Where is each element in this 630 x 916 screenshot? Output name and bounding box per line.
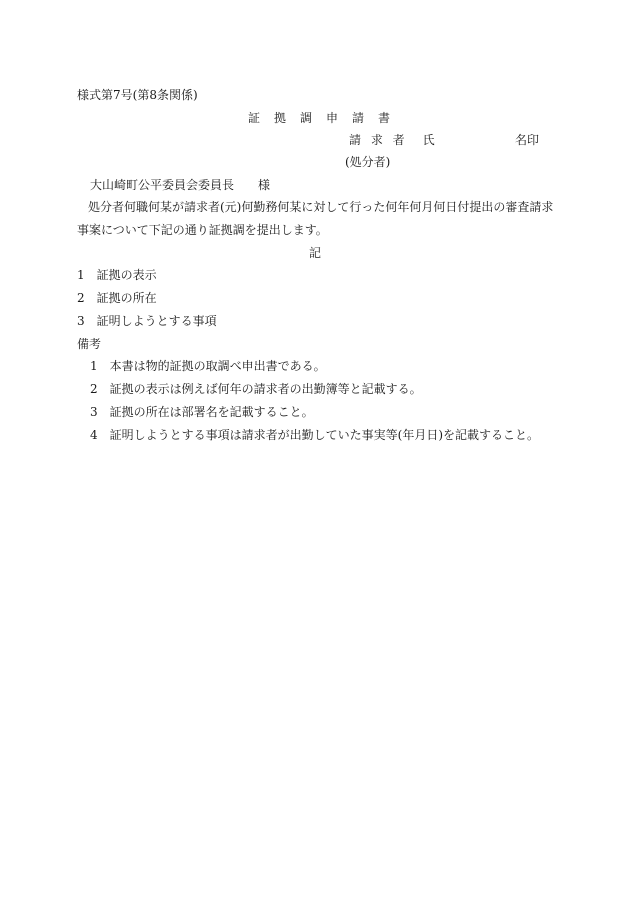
applicant-label: 請 求 者 氏 — [349, 133, 438, 147]
body-line-2: 事案について下記の通り証拠調を提出します。 — [77, 223, 328, 237]
remark-4: 4 証明しようとする事項は請求者が出勤していた事実等(年月日)を記載すること。 — [90, 428, 540, 442]
remark-2: 2 証拠の表示は例えば何年の請求者の出勤簿等と記載する。 — [90, 382, 422, 396]
respondent-label: (処分者) — [345, 155, 391, 169]
document-title: 証 拠 調 申 請 書 — [248, 111, 392, 125]
remark-1: 1 本書は物的証拠の取調べ申出書である。 — [90, 359, 326, 373]
addressee: 大山崎町公平委員会委員長 様 — [90, 178, 271, 192]
item-1: 1 証拠の表示 — [77, 268, 157, 282]
ki-heading: 記 — [309, 246, 322, 260]
seal-label: 名印 — [515, 133, 540, 147]
remarks-heading: 備考 — [77, 337, 102, 351]
remark-3: 3 証拠の所在は部署名を記載すること。 — [90, 405, 314, 419]
form-number: 様式第7号(第8条関係) — [77, 88, 198, 102]
item-2: 2 証拠の所在 — [77, 291, 157, 305]
body-line-1: 処分者何職何某が請求者(元)何勤務何某に対して行った何年何月何日付提出の審査請求 — [88, 200, 554, 214]
item-3: 3 証明しようとする事項 — [77, 314, 217, 328]
